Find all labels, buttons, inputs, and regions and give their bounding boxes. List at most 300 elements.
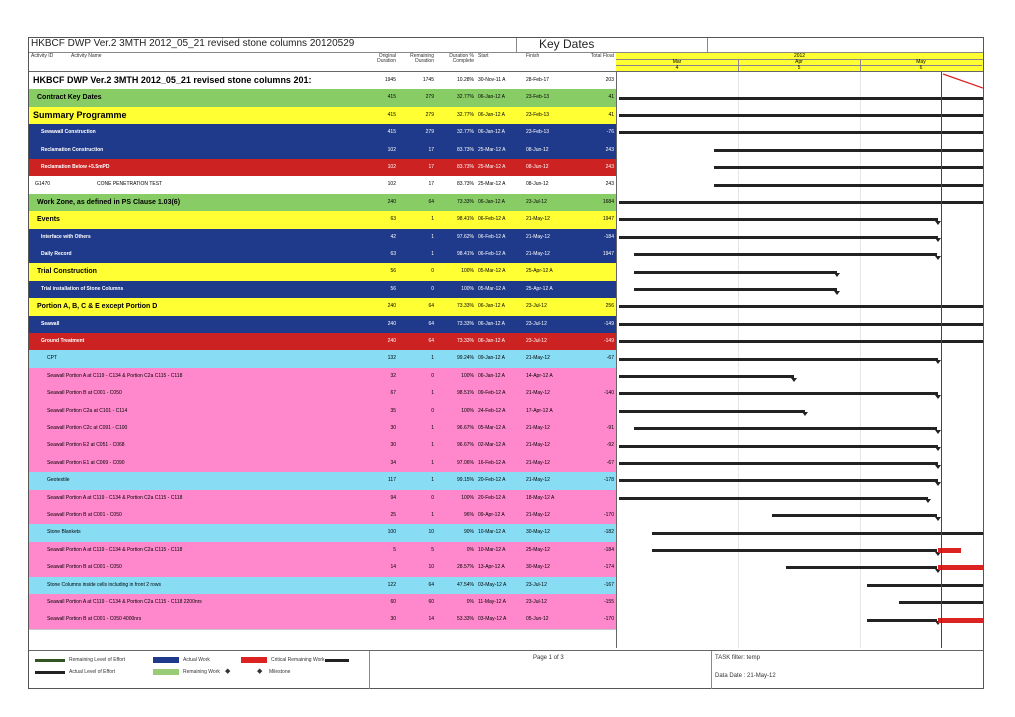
cell-pct: 99.24% [457, 355, 474, 362]
cell-name: Sewawall Construction [41, 129, 96, 136]
timescale-month: Mar [616, 59, 739, 66]
cell-start: 13-Apr-12 A [478, 564, 505, 571]
data-date-line [941, 72, 942, 648]
cell-pct: 100% [461, 494, 474, 501]
legend-label: Remaining Level of Effort [69, 657, 126, 663]
bar-end-tick-icon [935, 482, 941, 486]
col-header-start[interactable]: Start [476, 53, 525, 72]
cell-finish: 25-Apr-12 A [526, 268, 553, 275]
cell-rem: 1 [431, 442, 434, 449]
cell-pct: 90% [463, 529, 474, 536]
cell-pct: 100% [461, 285, 474, 292]
cell-orig: 415 [387, 111, 396, 118]
col-header-duration-complete[interactable]: Duration % Complete [436, 53, 477, 72]
cell-start: 09-Feb-12 A [478, 390, 506, 397]
cell-pct: 100% [461, 407, 474, 414]
cell-start: 05-Mar-12 A [478, 285, 506, 292]
bar-end-tick-icon [935, 221, 941, 225]
actual-work-swatch [153, 657, 179, 663]
cell-orig: 415 [387, 94, 396, 101]
cell-orig: 42 [390, 233, 396, 240]
cell-rem: 0 [431, 494, 434, 501]
cell-finish: 30-May-12 [526, 529, 550, 536]
title-divider [707, 38, 708, 52]
cell-rem: 1 [431, 512, 434, 518]
cell-finish: 23-Feb-13 [526, 94, 550, 101]
cell-float: -140 [603, 390, 614, 397]
cell-start: 06-Jan-12 A [478, 111, 505, 118]
table-row[interactable] [29, 542, 616, 560]
bar-end-tick-icon [935, 238, 941, 242]
gantt-bar[interactable] [619, 305, 983, 308]
table-row[interactable] [29, 159, 616, 177]
cell-finish: 25-May-12 [526, 546, 550, 553]
cell-start: 06-Feb-12 A [478, 251, 506, 257]
cell-float [574, 368, 614, 385]
cell-name: Seawall Portion B at C001 - C050 [47, 390, 122, 397]
cell-rem: 10 [428, 529, 434, 536]
table-row[interactable] [29, 333, 616, 351]
cell-pct: 100% [461, 268, 474, 275]
table-row[interactable] [29, 507, 616, 525]
gantt-bar[interactable] [714, 184, 983, 187]
table-row[interactable] [29, 124, 616, 142]
cell-finish: 08-Jun-12 [526, 164, 549, 170]
task-filter: TASK filter: temp [715, 655, 760, 661]
cell-float: -155 [603, 599, 614, 605]
bar-end-tick-icon [834, 291, 840, 295]
cell-pct: 73.33% [457, 303, 474, 310]
cell-orig: 60 [390, 599, 396, 605]
col-header-activity-name[interactable]: Activity Name [69, 53, 371, 72]
bar-end-tick-icon [935, 447, 941, 451]
cell-finish: 23-Jul-12 [526, 320, 547, 327]
cell-start: 10-Mar-12 A [478, 529, 506, 536]
cell-pct: 83.73% [457, 181, 474, 188]
col-header-finish[interactable]: Finish [524, 53, 575, 72]
critical-remaining-bar[interactable] [938, 565, 984, 570]
cell-float: -174 [603, 564, 614, 571]
cell-start: 03-May-12 A [478, 616, 507, 623]
table-row[interactable] [29, 524, 616, 542]
cell-orig: 63 [390, 216, 396, 223]
cell-start: 24-Feb-12 A [478, 407, 506, 414]
legend-label: Actual Work [183, 657, 210, 663]
cell-pct: 96.67% [457, 442, 474, 449]
table-row[interactable] [29, 263, 616, 281]
cell-name: Seawall Portion E1 at C069 - C090 [47, 459, 125, 466]
cell-finish: 21-May-12 [526, 477, 550, 484]
cell-orig: 56 [390, 285, 396, 292]
cell-orig: 102 [387, 164, 396, 170]
gantt-bar[interactable] [714, 166, 983, 169]
cell-name: Seawall Portion A at C119 - C134 & Portion C2a C115 - C118 [47, 494, 183, 501]
cell-pct: 97.62% [457, 233, 474, 240]
bar-end-tick-icon [802, 412, 808, 416]
cell-orig: 100 [387, 529, 396, 536]
gantt-bar[interactable] [619, 236, 938, 239]
legend-label: Remaining Work [183, 669, 220, 675]
gantt-bar[interactable] [867, 619, 938, 622]
cell-name: Seawall Portion A at C119 - C134 & Portion C2a C115 - C118 [47, 546, 183, 553]
cell-float: -76 [606, 129, 614, 136]
cell-name: Seawall Portion A at C119 - C134 & Portion C2a C115 - C118 2200nrs [47, 599, 202, 605]
cell-finish: 17-Apr-12 A [526, 407, 553, 414]
cell-finish: 23-Feb-13 [526, 129, 550, 136]
bar-end-tick-icon [935, 395, 941, 399]
cell-orig: 94 [390, 494, 396, 501]
cell-orig: 240 [387, 320, 396, 327]
cell-rem: 17 [428, 181, 434, 188]
timescale-month: Apr [738, 59, 861, 66]
data-date: Data Date : 21-May-12 [715, 673, 776, 679]
cell-float: 41 [608, 94, 614, 101]
table-row[interactable] [29, 594, 616, 612]
cell-orig: 63 [390, 251, 396, 257]
cell-rem: 279 [425, 111, 434, 118]
cell-float: -167 [603, 581, 614, 588]
gantt-bar[interactable] [634, 427, 938, 430]
table-row[interactable] [29, 368, 616, 386]
cell-rem: 0 [431, 285, 434, 292]
cell-orig: 122 [387, 581, 396, 588]
table-row[interactable] [29, 350, 616, 368]
cell-rem: 60 [428, 599, 434, 605]
title-bar [29, 38, 983, 53]
cell-rem: 1 [431, 425, 434, 431]
bar-end-tick-icon [935, 360, 941, 364]
cell-finish: 25-Apr-12 A [526, 285, 553, 292]
cell-float: -178 [603, 477, 614, 484]
table-row[interactable] [29, 142, 616, 160]
cell-rem: 64 [428, 581, 434, 588]
page-number: Page 1 of 3 [533, 655, 564, 661]
cell-finish: 21-May-12 [526, 390, 550, 397]
cell-start: 06-Jan-12 A [478, 129, 505, 136]
cell-start: 05-Mar-12 A [478, 268, 506, 275]
cell-pct: 0% [466, 599, 474, 605]
cell-name: Seawall Portion C2a at C101 - C114 [47, 407, 128, 414]
col-header-activity-id[interactable]: Activity ID [29, 53, 70, 72]
cell-float: 243 [605, 146, 614, 153]
legend [29, 650, 983, 689]
cell-orig: 240 [387, 338, 396, 344]
cell-rem: 5 [431, 546, 434, 553]
table-row[interactable] [29, 229, 616, 247]
critical-link-line [943, 74, 983, 88]
cell-name: Daily Record [41, 251, 72, 257]
critical-remaining-swatch [241, 657, 267, 663]
cell-finish: 23-Jul-12 [526, 581, 547, 588]
table-row[interactable] [29, 559, 616, 577]
cell-float: -170 [603, 616, 614, 623]
cell-rem: 279 [425, 94, 434, 101]
cell-float: -92 [606, 442, 614, 449]
gantt-bar[interactable] [619, 340, 983, 343]
cell-float: 1947 [602, 216, 614, 223]
cell-float: -184 [603, 233, 614, 240]
cell-name: Portion A, B, C & E except Portion D [37, 303, 158, 311]
gantt-bar[interactable] [786, 566, 937, 569]
cell-float: 1684 [602, 198, 614, 205]
project-title: HKBCF DWP Ver.2 3MTH 2012_05_21 revised stone columns 20120529 [31, 38, 355, 49]
gantt-bar[interactable] [619, 479, 938, 482]
table-row[interactable] [29, 316, 616, 334]
table-row[interactable] [29, 385, 616, 403]
cell-start: 06-Jan-12 A [478, 94, 505, 101]
cell-name: Work Zone, as defined in PS Clause 1.03(6) [37, 198, 181, 206]
gantt-bar[interactable] [652, 532, 983, 535]
cell-finish: 21-May-12 [526, 216, 550, 223]
cell-finish: 21-May-12 [526, 459, 550, 466]
gantt-bar[interactable] [619, 392, 938, 395]
cell-orig: 30 [390, 616, 396, 623]
bar-end-tick-icon [935, 517, 941, 521]
cell-pct: 99.15% [457, 477, 474, 484]
cell-start: 03-May-12 A [478, 581, 507, 588]
cell-rem: 1 [431, 390, 434, 397]
cell-start: 25-Mar-12 A [478, 181, 506, 188]
cell-rem: 1 [431, 251, 434, 257]
cell-orig: 117 [388, 477, 396, 484]
gantt-sheet [28, 37, 984, 689]
bar-end-tick-icon [834, 273, 840, 277]
cell-pct: 97.06% [457, 459, 474, 466]
cell-start: 20-Feb-12 A [478, 477, 506, 484]
gantt-bar[interactable] [619, 375, 794, 378]
cell-name: Reclamation Below +5.5mPD [41, 164, 110, 170]
cell-pct: 96% [463, 512, 474, 518]
col-header-remaining-duration[interactable]: Remaining Duration [398, 53, 437, 72]
gantt-bar[interactable] [652, 549, 938, 552]
table-row[interactable] [29, 211, 616, 229]
table-row[interactable] [29, 437, 616, 455]
cell-rem: 1745 [422, 77, 434, 83]
cell-pct: 98.41% [457, 251, 474, 257]
legend-label: Milestone [269, 669, 291, 675]
cell-start: 30-Nov-11 A [478, 77, 506, 83]
cell-start: 06-Jan-12 A [478, 338, 505, 344]
cell-finish: 21-May-12 [526, 512, 550, 518]
gantt-bar[interactable] [634, 271, 838, 274]
table-row[interactable] [29, 472, 616, 490]
cell-start: 06-Jan-12 A [478, 320, 505, 327]
cell-finish: 21-May-12 [526, 442, 550, 449]
cell-float: -149 [603, 338, 614, 344]
timescale [616, 53, 983, 72]
cell-start: 11-May-12 A [478, 599, 506, 605]
cell-pct: 10.28% [457, 77, 474, 83]
gantt-bar[interactable] [772, 514, 938, 517]
cell-finish: 21-May-12 [526, 233, 550, 240]
cell-pct: 83.73% [457, 146, 474, 153]
cell-finish: 08-Jun-12 [526, 181, 549, 188]
gantt-bar[interactable] [619, 131, 983, 134]
table-row[interactable] [29, 176, 616, 194]
legend-divider [369, 651, 370, 689]
key-dates-title: Key Dates [539, 37, 595, 51]
remaining-work-swatch [153, 669, 179, 675]
cell-start: 16-Feb-12 A [478, 459, 506, 466]
table-row[interactable] [29, 577, 616, 595]
cell-orig: 132 [387, 355, 396, 362]
cell-float [574, 281, 614, 298]
gantt-bar[interactable] [619, 497, 928, 500]
cell-start: 25-Mar-12 A [478, 146, 506, 153]
cell-finish: 21-May-12 [526, 355, 550, 362]
bar-end-tick-icon [791, 378, 797, 382]
gantt-bar[interactable] [634, 288, 838, 291]
cell-finish: 30-May-12 [526, 564, 550, 571]
gantt-bar[interactable] [619, 323, 983, 326]
cell-name: Trial installation of Stone Columns [41, 285, 124, 292]
gantt-bar[interactable] [619, 410, 805, 413]
table-row[interactable] [29, 420, 616, 438]
cell-name: Ground Treatment [41, 338, 85, 344]
gantt-bar[interactable] [619, 462, 938, 465]
table-row[interactable] [29, 281, 616, 299]
cell-pct: 98.41% [457, 216, 474, 223]
cell-name: Seawall Portion A at C119 - C134 & Portion C2a C115 - C118 [47, 372, 183, 379]
cell-start: 05-Mar-12 A [478, 425, 506, 431]
cell-name: Contract Key Dates [37, 94, 102, 102]
cell-orig: 5 [393, 546, 396, 553]
cell-start: 20-Feb-12 A [478, 494, 506, 501]
cell-name: Seawall Portion B at C001 - C050 [47, 564, 122, 571]
cell-orig: 56 [390, 268, 396, 275]
cell-rem: 0 [431, 372, 434, 379]
cell-float: -67 [606, 459, 614, 466]
cell-start: 06-Feb-12 A [478, 216, 506, 223]
timescale-week: 4 [616, 65, 739, 71]
cell-finish: 28-Feb-17 [526, 77, 550, 83]
cell-orig: 415 [387, 129, 396, 136]
timescale-month: May [860, 59, 982, 66]
timescale-year: 2012 [616, 53, 983, 60]
cell-rem: 1 [431, 477, 434, 484]
cell-start: 06-Jan-12 A [478, 198, 505, 205]
gantt-bar[interactable] [619, 218, 938, 221]
table-row[interactable] [29, 89, 616, 107]
cell-name: Reclamation Construction [41, 146, 104, 153]
cell-finish: 23-Jul-12 [526, 198, 547, 205]
table-row[interactable] [29, 490, 616, 508]
cell-finish: 23-Jul-12 [526, 599, 547, 605]
cell-rem: 64 [428, 198, 434, 205]
table-row[interactable] [29, 403, 616, 421]
table-row[interactable] [29, 246, 616, 264]
cell-float: -149 [603, 320, 614, 327]
cell-orig: 240 [387, 303, 396, 310]
table-row[interactable] [29, 298, 616, 316]
cell-float: 1947 [602, 251, 614, 257]
cell-name: Interface with Others [41, 233, 91, 240]
cell-name: CPT [47, 355, 57, 362]
cell-rem: 1 [431, 459, 434, 466]
col-header-total-float[interactable]: Total Float [574, 53, 617, 72]
cell-float: 243 [605, 164, 614, 170]
cell-id: G1470 [35, 181, 51, 188]
cell-finish: 23-Feb-13 [526, 111, 550, 118]
gantt-left-border [616, 72, 617, 648]
cell-orig: 67 [390, 390, 396, 397]
cell-float [574, 263, 614, 280]
cell-start: 10-Mar-12 A [478, 546, 506, 553]
cell-rem: 1 [431, 233, 434, 240]
gantt-bar[interactable] [714, 149, 983, 152]
legend-label: Critical Remaining Work [271, 657, 325, 663]
cell-pct: 28.57% [457, 564, 474, 571]
col-header-original-duration[interactable]: Original Duration [370, 53, 399, 72]
cell-pct: 96.67% [457, 425, 474, 431]
cell-pct: 0% [466, 546, 474, 553]
cell-name: Summary Programme [33, 109, 127, 120]
cell-name: Events [37, 216, 60, 224]
gantt-bar[interactable] [619, 97, 983, 100]
cell-start: 06-Jan-12 A [478, 303, 505, 310]
cell-pct: 32.77% [457, 129, 474, 136]
gantt-bar[interactable] [619, 114, 983, 117]
gantt-bar[interactable] [634, 253, 938, 256]
cell-name: Seawall Portion B at C001 - C050 [47, 512, 122, 518]
cell-pct: 32.77% [457, 111, 474, 118]
cell-name: Seawall [41, 320, 60, 327]
table-row[interactable] [29, 194, 616, 212]
cell-float: -91 [606, 425, 614, 431]
cell-orig: 30 [390, 425, 396, 431]
critical-remaining-bar[interactable] [938, 618, 984, 623]
cell-start: 09-Apr-12 A [478, 512, 505, 518]
cell-orig: 35 [390, 407, 396, 414]
table-row[interactable] [29, 107, 616, 125]
cell-float: 243 [605, 181, 614, 188]
cell-start: 02-Mar-12 A [478, 442, 506, 449]
cell-rem: 17 [428, 146, 434, 153]
table-row[interactable] [29, 72, 616, 90]
gantt-bar[interactable] [619, 445, 938, 448]
cell-pct: 53.33% [457, 616, 474, 623]
cell-pct: 73.33% [457, 338, 474, 344]
cell-orig: 34 [390, 459, 396, 466]
table-row[interactable] [29, 455, 616, 473]
gantt-bar[interactable] [867, 584, 983, 587]
timescale-week: 6 [919, 65, 923, 71]
gantt-bar[interactable] [619, 201, 983, 204]
gantt-bar[interactable] [619, 358, 938, 361]
cell-rem: 10 [428, 564, 434, 571]
cell-name: HKBCF DWP Ver.2 3MTH 2012_05_21 revised stone columns 201: [33, 75, 312, 85]
cell-finish: 08-Jun-12 [526, 146, 549, 153]
cell-orig: 14 [390, 564, 396, 571]
cell-rem: 64 [428, 320, 434, 327]
bar-end-tick-icon [935, 430, 941, 434]
diamond-icon: ◆ [225, 668, 231, 675]
cell-name: Stone Columns inside cells including in front 2 rows [47, 581, 161, 588]
table-row[interactable] [29, 611, 616, 629]
cell-float: -184 [603, 546, 614, 553]
cell-float [574, 490, 614, 507]
cell-finish: 14-Apr-12 A [526, 372, 553, 379]
cell-pct: 73.33% [457, 198, 474, 205]
cell-orig: 102 [387, 181, 396, 188]
cell-name: Seawall Portion B at C001 - C050 4000nrs [47, 616, 142, 623]
cell-name: Seawall Portion C2c at C091 - C100 [47, 425, 128, 431]
cell-pct: 47.54% [457, 581, 474, 588]
cell-finish: 18-May-12 A [526, 494, 555, 501]
cell-rem: 17 [428, 164, 434, 170]
cell-pct: 73.33% [457, 320, 474, 327]
cell-rem: 0 [431, 268, 434, 275]
